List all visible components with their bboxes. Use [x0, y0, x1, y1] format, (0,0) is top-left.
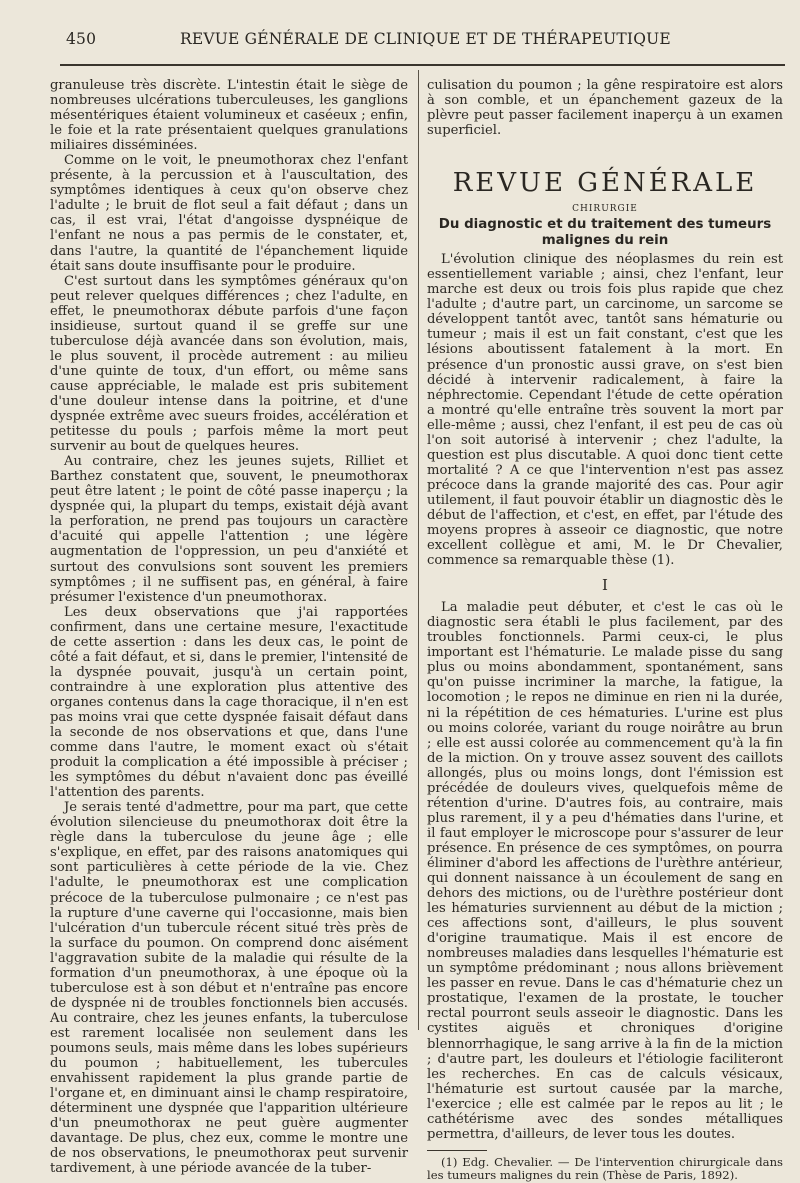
paragraph: La maladie peut débuter, et c'est le cas où le diagnostic sera établi le plus facilement, par des troubles fonctionnels. Parmi ceux-ci, le plus important est l'hématurie. Le malade pisse du sang plus ou moins abondamment, spontanément, sans qu'on puisse incriminer la marche, la fatigue, la locomotion ; le repos ne diminue en rien ni la durée, ni la répétition de ces hématuries. L'urine est plus ou moins colorée, variant du rouge noirâtre au brun ; elle est aussi colorée au commencement qu'à la fin de la miction. On y trouve assez souvent des caillots allongés, plus ou moins longs, dont l'émission est précédée de douleurs vives, quelquefois même de rétention d'urine. D'autres fois, au contraire, mais plus rarement, il y a peu d'hématies dans l'urine, et il faut employer le microscope pour s'assurer de leur présence. En présence de ces symptômes, on pourra éliminer d'abord les affections de l'urèthre antérieur, qui donnent naissance à un écoulement de sang en dehors des mictions, ou de l'urèthre postérieur dont les hématuries surviennent au début de la miction ; ces affections sont, d'ailleurs, le plus souvent d'origine traumatique. Mais il est encore de nombreuses maladies dans lesquelles l'hématurie est un symptôme prédominant ; nous allons brièvement les passer en revue. Dans le cas d'hématurie chez un prostatique, l'examen de la prostate, le toucher rectal pourront seuls asseoir le diagnostic. Dans les cystites aiguës et chroniques d'origine blennorrhagique, le sang arrive à la fin de la miction ; d'autre part, les douleurs et l'étiologie faciliteront les recherches. En cas de calculs vésicaux, l'hématurie est surtout causée par la marche, l'exercice ; elle est calmée par le repos au lit ; le cathétérisme avec des sondes métalliques permettra, d'ailleurs, de lever tous les doutes. — [427, 600, 783, 1142]
paragraph: Comme on le voit, le pneumothorax chez l'enfant présente, à la percussion et à l'auscultation, des symptômes identiques à ceux qu'on observe chez l'adulte ; le bruit de flot seul a fait défaut ; dans un cas, il est vrai, l'état d'angoisse dyspnéique de l'enfant ne nous a pas permis de le constater, et, dans l'autre, la quantité de l'épanchement liquide était sans doute insuffisante pour le produire. — [50, 153, 408, 274]
section-number: I — [602, 576, 608, 595]
paragraph: granuleuse très discrète. L'intestin était le siège de nombreuses ulcérations tuberculeuses, les ganglions mésentériques étaient volumineux et caséeux ; enfin, le foie et la rate présentaient quelques granulations miliaires disséminées. — [50, 78, 408, 154]
left-column — [50, 78, 408, 1176]
running-header — [60, 30, 760, 52]
footnote: (1) Edg. Chevalier. — De l'intervention chirurgicale dans les tumeurs malignes du rein (Thèse de Paris, 1892). — [427, 1154, 783, 1183]
article-title: Du diagnostic et du traitement des tumeurs malignes du rein — [438, 217, 772, 249]
footnote-rule — [427, 1150, 487, 1151]
paragraph: Les deux observations que j'ai rapportées confirment, dans une certaine mesure, l'exactitude de cette assertion : dans les deux cas, le point de côté a fait défaut, et si, dans le premier, l'intensité de la dyspnée pouvait, jusqu'à un certain point, contraindre à une exploration plus attentive des organes contenus dans la cage thoracique, il n'en est pas moins vrai que cette dyspnée faisait défaut dans la seconde de nos observations et que, dans l'une comme dans l'autre, le moment exact où s'était produit la complication a été impossible à préciser ; les symptômes du début n'avaient donc pas éveillé l'attention des parents. — [50, 604, 408, 801]
paragraph: C'est surtout dans les symptômes généraux qu'on peut relever quelques différences ; chez l'adulte, en effet, le pneumothorax débute parfois d'une façon insidieuse, surtout quand il se greffe sur une tuberculose déjà avancée dans son évolution, mais, le plus souvent, il procède autrement : au milieu d'une quinte de toux, d'un effort, ou même sans cause appréciable, le malade est pris subitement d'une douleur intense dans la poitrine, et d'une dyspnée extrême avec sueurs froides, accélération et petitesse du pouls ; parfois même la mort peut survenir au bout de quelques heures. — [50, 273, 408, 455]
page-number: 450 — [66, 30, 97, 48]
right-column — [427, 78, 783, 1183]
column-divider — [418, 70, 419, 1030]
paragraph: Au contraire, chez les jeunes sujets, Rilliet et Barthez constatent que, souvent, le pneumothorax peut être latent ; le point de côté passe inaperçu ; la dyspnée qui, la plupart du temps, existait déjà avant la perforation, ne prend pas toujours un caractère d'acuité qui appelle l'attention ; une légère augmentation de l'oppression, un peu d'anxiété et surtout des convulsions sont souvent les premiers symptômes ; il ne suffisent pas, en général, à faire présumer l'existence d'un pneumothorax. — [50, 454, 408, 605]
intro-paragraph: L'évolution clinique des néoplasmes du rein est essentiellement variable ; ainsi, chez l'enfant, leur marche est deux ou trois fois plus rapide que chez l'adulte ; d'autre part, un carcinome, un sarcome se développent tantôt avec, tantôt sans hématurie ou tumeur ; mais il est un fait constant, c'est que les lésions aboutissent fatalement à la mort. En présence d'un pronostic aussi grave, on s'est bien décidé à intervenir radicalement, à faire la néphrectomie. Cependant l'étude de cette opération a montré qu'elle entraîne très souvent la mort par elle-même ; aussi, chez l'enfant, il est peu de cas où l'on soit autorisé à intervenir ; chez l'adulte, la question est plus discutable. A quoi donc tient cette mortalité ? A ce que l'intervention n'est pas assez précoce dans la grande majorité des cas. Pour agir utilement, il faut pouvoir établir un diagnostic dès le début de l'affection, et c'est, en effet, par l'étude des moyens propres à asseoir ce diagnostic, que notre excellent collègue et ami, M. le Dr Chevalier, commence sa remarquable thèse (1). — [427, 252, 783, 569]
section-category: CHIRURGIE — [572, 204, 638, 215]
header-rule — [60, 64, 785, 66]
paragraph: Je serais tenté d'admettre, pour ma part, que cette évolution silencieuse du pneumothorax doit être la règle dans la tuberculose du jeune âge ; elle s'explique, en effet, par des raisons anatomiques qui sont particulières à cette période de la vie. Chez l'adulte, le pneumothorax est une complication précoce de la tuberculose pulmonaire ; ce n'est pas la rupture d'une caverne qui l'occasionne, mais bien l'ulcération d'un tubercule récent situé très près de la surface du poumon. On comprend donc aisément l'aggravation subite de la maladie qui résulte de la formation d'un pneumothorax, à une époque où la tuberculose est à son début et n'entraîne pas encore de dyspnée ni de troubles fonctionnels bien accusés. Au contraire, chez les jeunes enfants, la tuberculose est rarement localisée non seulement dans les poumons seuls, mais même dans les lobes supérieurs du poumon ; habituellement, les tubercules envahissent rapidement la plus grande partie de l'organe et, en diminuant ainsi le champ respiratoire, déterminent une dyspnée que l'apparition ultérieure d'un pneumothorax ne peut guère augmenter davantage. De plus, chez eux, comme le montre une de nos observations, le pneumothorax peut survenir tardivement, à une période avancée de la tuber- — [50, 800, 408, 1177]
paragraph: culisation du poumon ; la gêne respiratoire est alors à son comble, et un épanchement gazeux de la plèvre peut passer facilement inaperçu à un examen superficiel. — [427, 78, 783, 139]
section-title: REVUE GÉNÉRALE — [452, 168, 758, 199]
running-title: REVUE GÉNÉRALE DE CLINIQUE ET DE THÉRAPEUTIQUE — [180, 30, 671, 48]
